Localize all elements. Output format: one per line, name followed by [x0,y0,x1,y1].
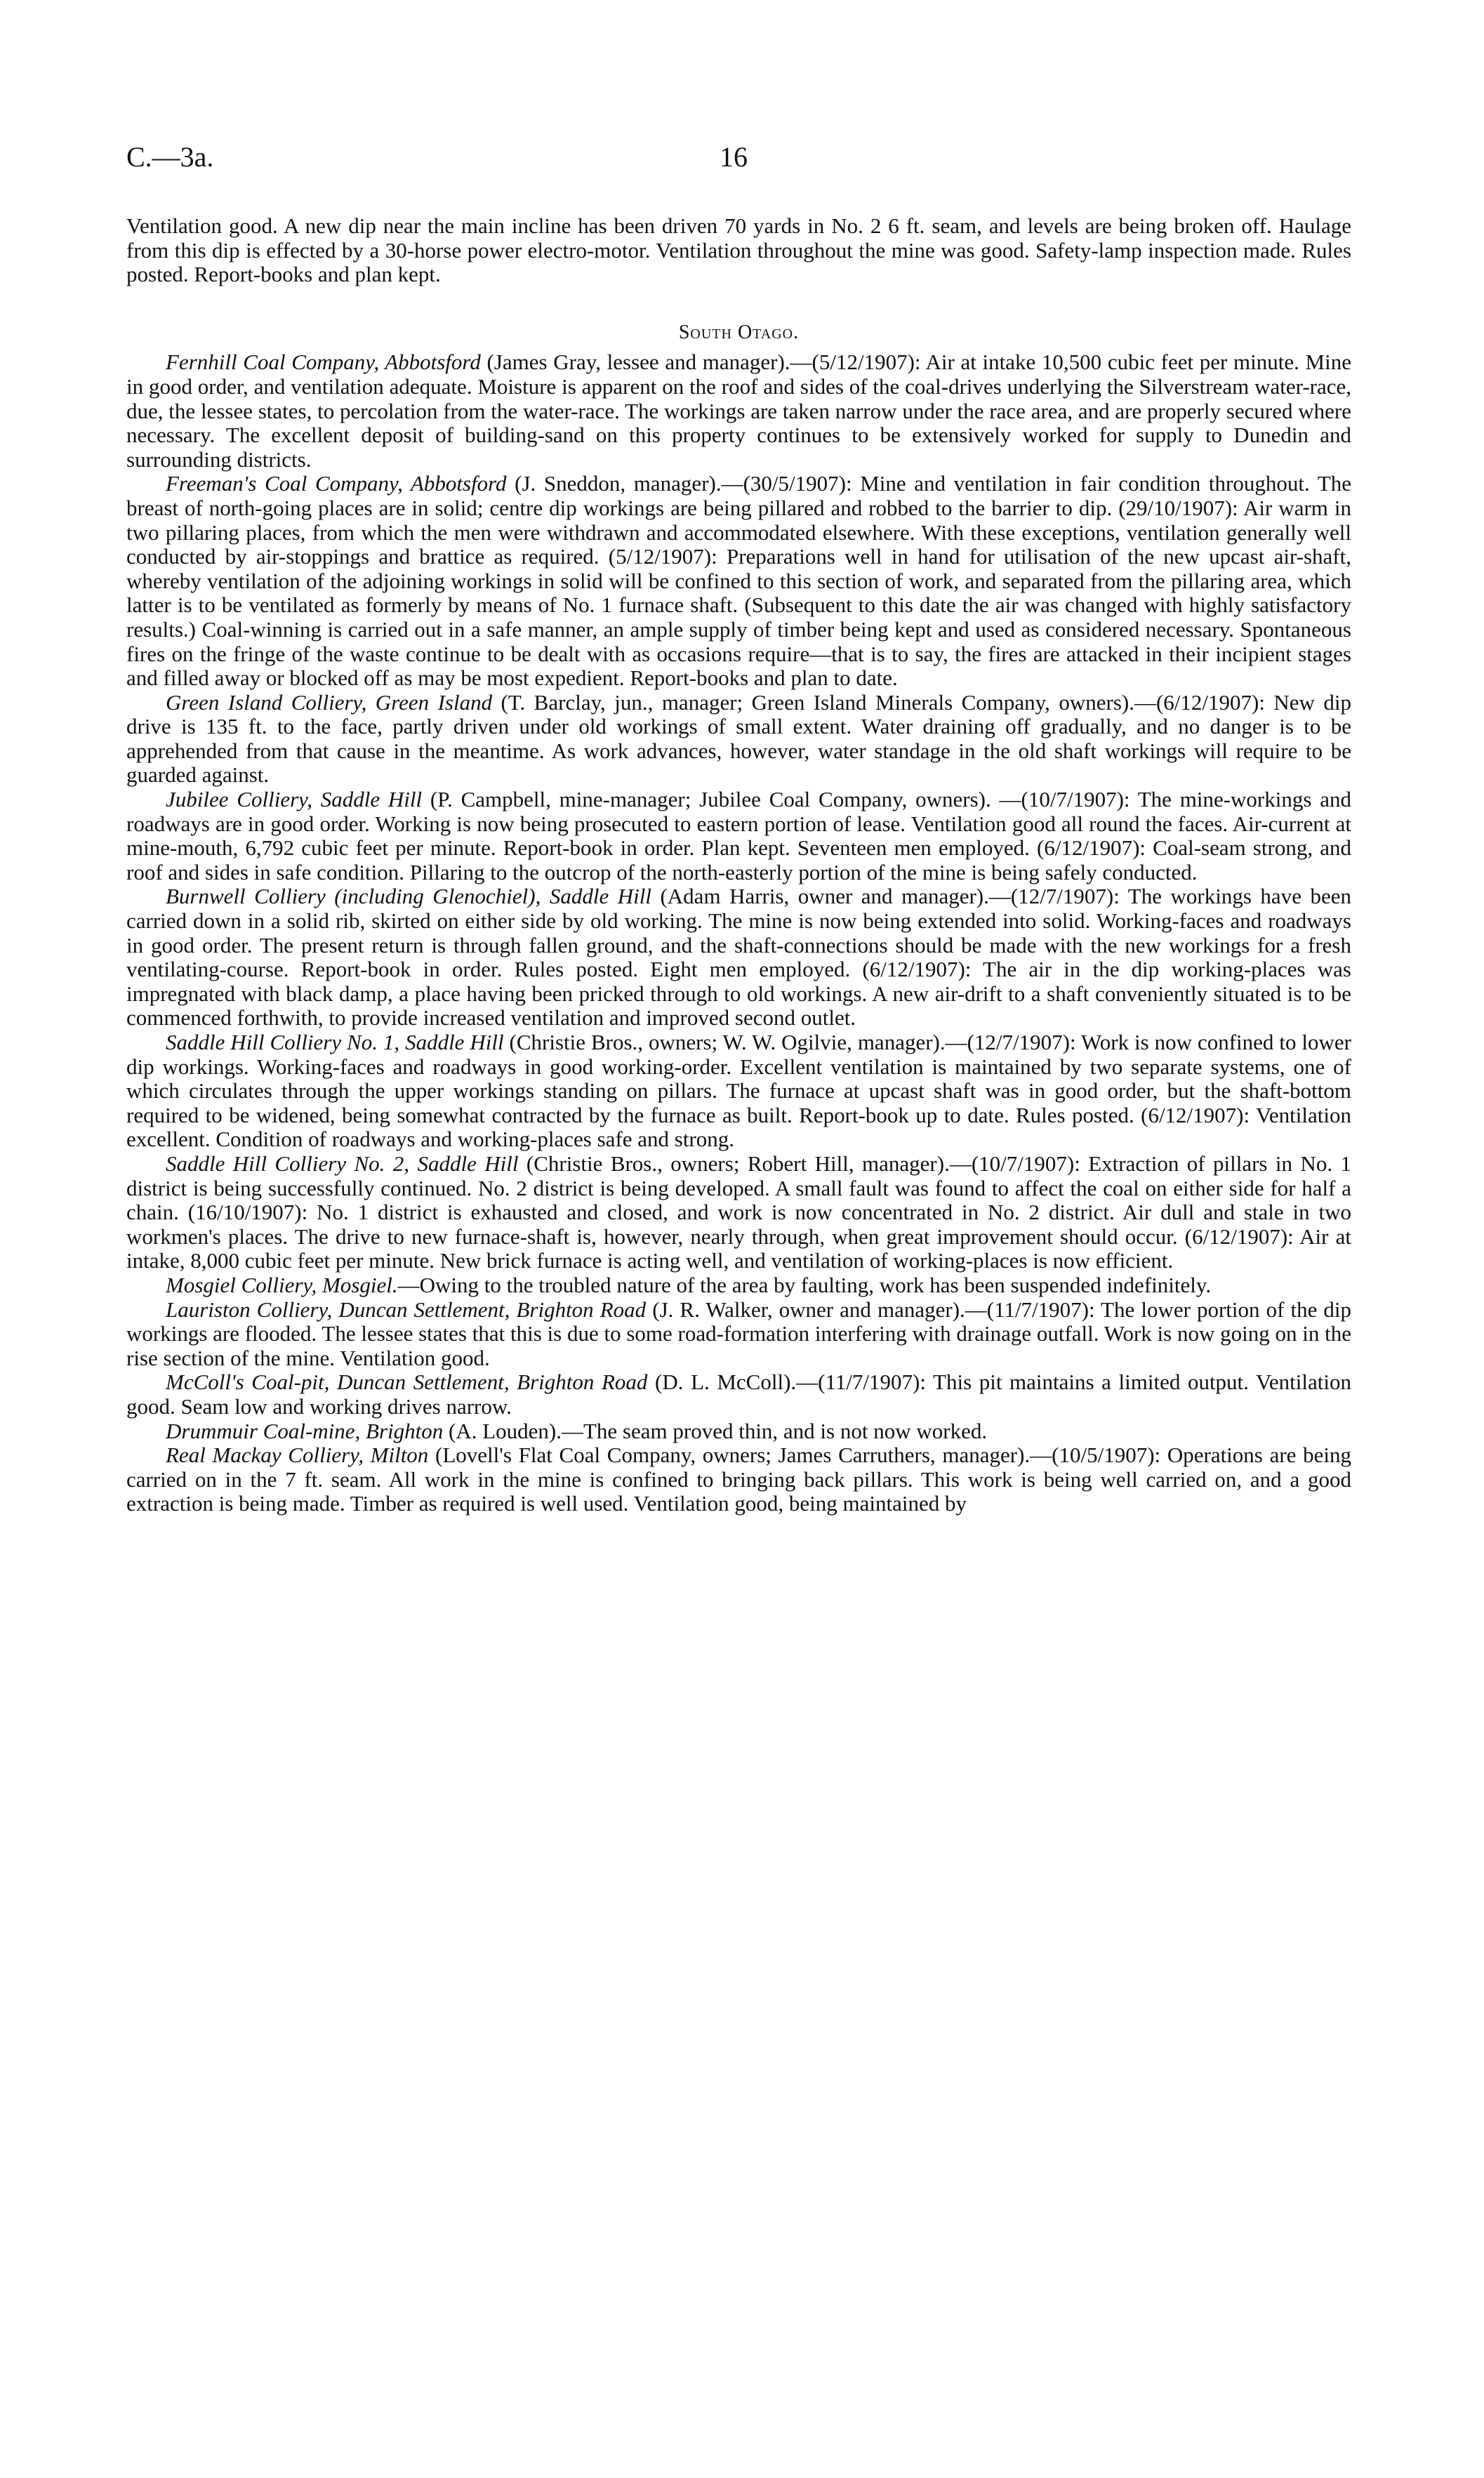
entry-text: (Christie Bros., owners; W. W. Ogilvie, manager).—(12/7/1907): Work is now confined to lower dip workings. Working-faces and roadways in good working-order. Excellent ventilation is maintained by two separate systems, one of which circulates through the upper workings standing on pillars. The furnace at upcast shaft was in good order, but the shaft-bottom required to be widened, being somewhat contracted by the furnace as built. Report-book up to date. Rules posted. (6/12/1907): Ventilation excellent. Condition of roadways and working-places safe and strong. [126,1030,1351,1152]
entry-paragraph [126,1370,1351,1419]
entry-name: Drummuir Coal-mine, Brighton [166,1418,444,1443]
document-reference: C.—3a. [126,141,214,173]
page-header [126,140,1351,183]
entry-name: Green Island Colliery, Green Island [166,689,493,715]
entry-name: Saddle Hill Colliery No. 2, Saddle Hill [166,1151,519,1176]
entry-text: —Owing to the troubled nature of the area by faulting, work has been suspended indefinitely. [397,1272,1212,1297]
entry-paragraph [126,1419,1351,1444]
entry-name: Fernhill Coal Company, Abbotsford [166,350,481,375]
entry-paragraph [126,1443,1351,1516]
page-number: 16 [720,141,748,173]
entry-name: Saddle Hill Colliery No. 1, Saddle Hill [166,1030,504,1054]
entry-text: (P. Campbell, mine-manager; Jubilee Coal Company, owners). —(10/7/1907): The mine-workings and roadways are in good order. Working is now being prosecuted to eastern portion of lease. Ventilation good all round the faces. Air-current at mine-mouth, 6,792 cubic feet per minute. Report-book in order. Plan kept. Seventeen men employed. (6/12/1907): Coal-seam strong, and roof and sides in safe condition. Pillaring to the outcrop of the north-easterly portion of the mine is being safely conducted. [126,787,1351,884]
entry-text: (Lovell's Flat Coal Company, owners; James Carruthers, manager).—(10/5/1907): Operations are being carried on in the 7 ft. seam. All work in the mine is confined to bringing back pillars. This work is being well carried on, and a good extraction is being made. Timber as required is well used. Ventilation good, being maintained by [126,1443,1351,1516]
entry-name: Jubilee Colliery, Saddle Hill [166,787,423,812]
entry-paragraph [126,1152,1351,1273]
entry-name: Burnwell Colliery (including Glenochiel), Saddle Hill [166,884,651,909]
intro-paragraph: Ventilation good. A new dip near the main incline has been driven 70 yards in No. 2 6 ft. seam, and levels are being broken off. Haulage from this dip is effected by a 30-horse power electro-motor. Ventilation throughout the mine was good. Safety-lamp inspection made. Rules posted. Report-books and plan kept. [126,213,1351,287]
entry-text: (Adam Harris, owner and manager).—(12/7/1907): The workings have been carried down in a solid rib, skirted on either side by old working. The mine is now being extended into solid. Working-faces and roadways in good order. The present return is through fallen ground, and the shaft-connections should be made with the new workings for a fresh ventilating-course. Report-book in order. Rules posted. Eight men employed. (6/12/1907): The air in the dip working-places was impregnated with black damp, a place having been pricked through to old workings. A new air-drift to a shaft conveniently situated is to be commenced forthwith, to provide increased ventilation and improved second outlet. [126,884,1351,1031]
entry-paragraph [126,1273,1351,1298]
entry-name: Lauriston Colliery, Duncan Settlement, Brighton Road [166,1297,647,1322]
entry-paragraph [126,1031,1351,1152]
entry-text: (James Gray, lessee and manager).—(5/12/1907): Air at intake 10,500 cubic feet per minute. Mine in good order, and ventilation adequate. Moisture is apparent on the roof and sides of the coal-drives underlying the Silverstream water-race, due, the lessee states, to percolation from the water-race. The workings are taken narrow under the race area, and are properly secured where necessary. The excellent deposit of building-sand on this property continues to be extensively worked for supply to Dunedin and surrounding districts. [126,350,1351,472]
entry-name: McColl's Coal-pit, Duncan Settlement, Brighton Road [166,1370,648,1395]
entry-paragraph [126,350,1351,472]
entry-paragraph [126,1298,1351,1371]
entry-paragraph [126,884,1351,1031]
entry-text: (J. Sneddon, manager).—(30/5/1907): Mine and ventilation in fair condition throughout. The breast of north-going places are in solid; centre dip workings are being pillared and robbed to the barrier to dip. (29/10/1907): Air warm in two pillaring places, from which the men were withdrawn and accommodated elsewhere. With these exceptions, ventilation generally well conducted by air-stoppings and brattice as required. (5/12/1907): Preparations well in hand for utilisation of the new upcast air-shaft, whereby ventilation of the adjoining workings in solid will be confined to this section of work, and separated from the pillaring area, which latter is to be ventilated as formerly by means of No. 1 furnace shaft. (Subsequent to this date the air was changed with highly satisfactory results.) Coal-winning is carried out in a safe manner, an ample supply of timber being kept and used as considered necessary. Spontaneous fires on the fringe of the waste continue to be dealt with as occasions require—that is to say, the fires are attacked in their incipient stages and filled away or blocked off as may be most expedient. Report-books and plan to date. [126,471,1351,691]
entry-paragraph [126,691,1351,788]
entry-text: (J. R. Walker, owner and manager).—(11/7/1907): The lower portion of the dip workings are flooded. The lessee states that this is due to some road-formation interfering with drainage outfall. Work is now going on in the rise section of the mine. Ventilation good. [126,1297,1352,1370]
entry-name: Real Mackay Colliery, Milton [166,1443,429,1468]
entry-name: Mosgiel Colliery, Mosgiel. [166,1272,398,1297]
entries-list [126,350,1351,1516]
entry-paragraph [126,788,1351,884]
entry-name: Freeman's Coal Company, Abbotsford [166,471,507,496]
entry-text: (A. Louden).—The seam proved thin, and is not now worked. [443,1418,988,1443]
section-title: South Otago. [678,321,800,343]
entry-text: (Christie Bros., owners; Robert Hill, manager).—(10/7/1907): Extraction of pillars in No. 1 district is being successfully continued. No. 2 district is being developed. A small fault was found to affect the coal on either side for half a chain. (16/10/1907): No. 1 district is exhausted and closed, and work is now concentrated in No. 2 district. Air dull and stale in two workmen's places. The drive to new furnace-shaft is, however, nearly through, when great improvement should occur. (6/12/1907): Air at intake, 8,000 cubic feet per minute. New brick furnace is acting well, and ventilation of working-places is now efficient. [126,1151,1351,1273]
entry-text: (D. L. McColl).—(11/7/1907): This pit maintains a limited output. Ventilation good. Seam low and working drives narrow. [126,1370,1351,1419]
page-body [126,214,1351,1516]
entry-text: (T. Barclay, jun., manager; Green Island Minerals Company, owners).—(6/12/1907): New dip drive is 135 ft. to the face, partly driven under old workings of small extent. Water draining off gradually, and no danger is to be apprehended from that cause in the meantime. As work advances, however, water standage in the old shaft workings will require to be guarded against. [126,689,1351,788]
entry-paragraph [126,472,1351,690]
